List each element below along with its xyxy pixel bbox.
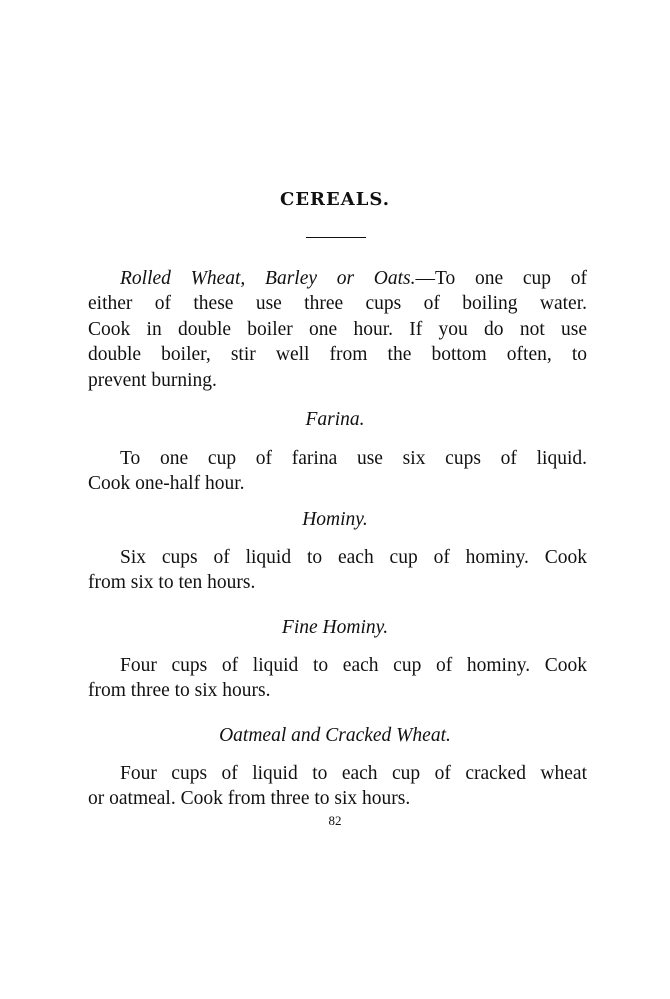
- rolled-wheat-lead-in: Rolled Wheat, Barley or Oats.: [120, 268, 416, 289]
- farina-heading: Farina.: [305, 409, 365, 430]
- paragraph-line: either of these use three cups of boiling water.: [88, 293, 587, 315]
- paragraph-line: Cook in double boiler one hour. If you do not use: [88, 318, 587, 340]
- paragraph-line: from three to six hours.: [88, 680, 271, 702]
- title-rule: [306, 237, 366, 238]
- farina-paragraph: [88, 446, 587, 497]
- page-title: CEREALS.: [280, 189, 390, 210]
- hominy-paragraph: [88, 545, 587, 596]
- paragraph-line: [88, 266, 587, 291]
- fine-hominy-heading: Fine Hominy.: [281, 617, 389, 638]
- oatmeal-paragraph: [88, 761, 587, 812]
- paragraph-line: To one cup of farina use six cups of liquid.: [120, 448, 587, 469]
- fine-hominy-paragraph: [88, 653, 587, 704]
- paragraph-line: from six to ten hours.: [88, 572, 256, 594]
- paragraph-line: double boiler, stir well from the bottom often, to: [88, 344, 587, 366]
- oatmeal-heading: Oatmeal and Cracked Wheat.: [219, 725, 451, 746]
- paragraph-line-text: —To one cup of: [415, 268, 588, 289]
- rolled-wheat-paragraph: [88, 266, 587, 393]
- paragraph-line: prevent burning.: [88, 369, 217, 391]
- paragraph-line: or oatmeal. Cook from three to six hours.: [88, 788, 411, 810]
- paragraph-line: Four cups of liquid to each cup of cracked wheat: [120, 763, 587, 784]
- paragraph-line: Four cups of liquid to each cup of hominy. Cook: [120, 655, 587, 676]
- page-number: 82: [328, 813, 342, 828]
- paragraph-line: Cook one-half hour.: [88, 473, 245, 495]
- hominy-heading: Hominy.: [302, 509, 368, 530]
- paragraph-line: Six cups of liquid to each cup of hominy. Cook: [120, 547, 587, 568]
